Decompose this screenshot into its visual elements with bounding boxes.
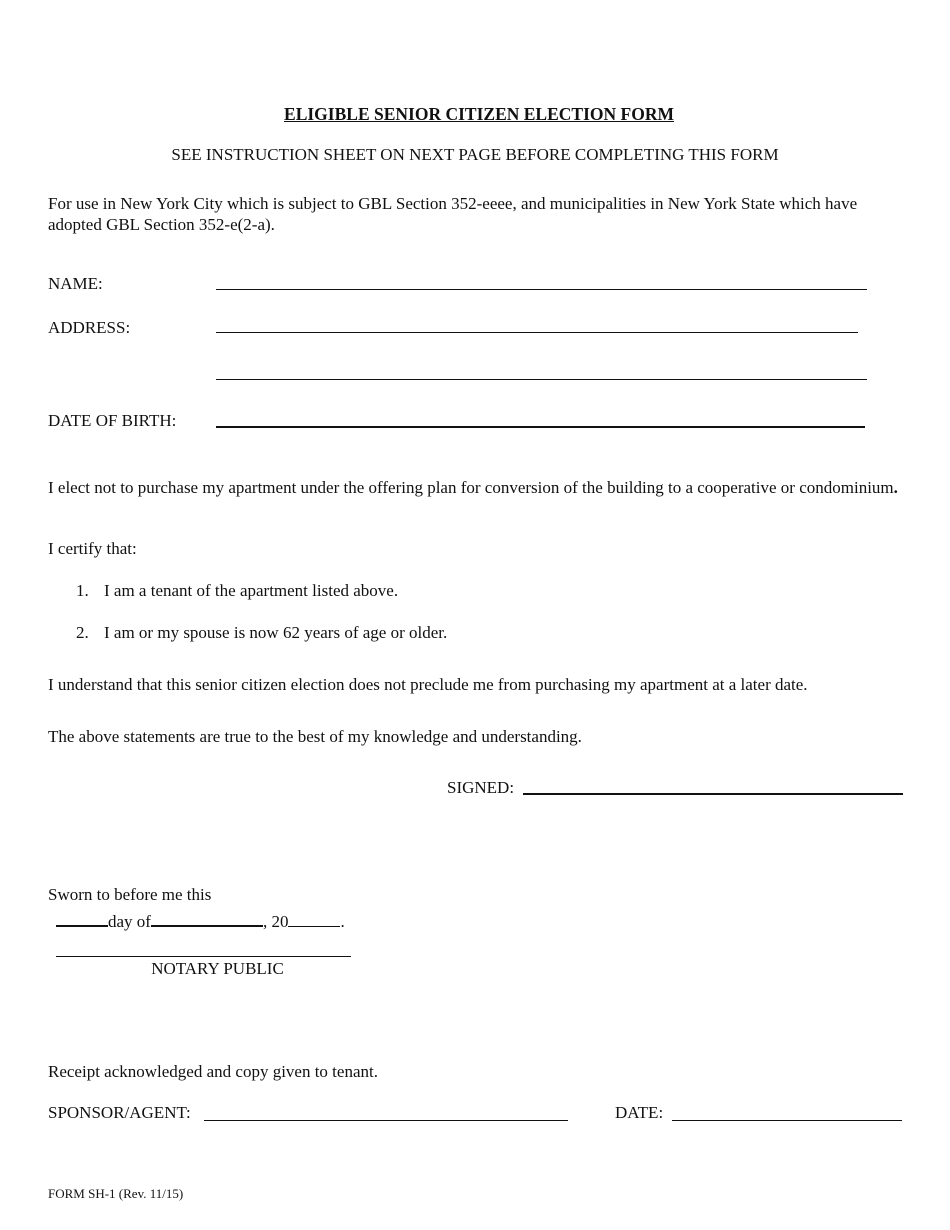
year-prefix-text: , 20 bbox=[262, 912, 289, 931]
sponsor-agent-label: SPONSOR/AGENT: bbox=[48, 1103, 191, 1122]
certify-intro: I certify that: bbox=[48, 539, 137, 558]
signature-field[interactable] bbox=[523, 793, 903, 795]
sponsor-agent-field[interactable] bbox=[204, 1120, 568, 1121]
form-title: ELIGIBLE SENIOR CITIZEN ELECTION FORM bbox=[284, 104, 674, 124]
election-text: I elect not to purchase my apartment under the offering plan for conversion of the building to a cooperative or condominium bbox=[48, 478, 894, 497]
certification-number-2: 2. bbox=[76, 623, 89, 642]
sworn-text: Sworn to before me this bbox=[48, 885, 212, 904]
receipt-date-field[interactable] bbox=[672, 1120, 902, 1121]
election-paragraph bbox=[48, 477, 898, 498]
receipt-date-label: DATE: bbox=[615, 1103, 664, 1122]
signed-label: SIGNED: bbox=[447, 778, 515, 797]
notary-signature-field[interactable] bbox=[56, 956, 351, 957]
year-field[interactable] bbox=[288, 912, 340, 927]
certification-number-1: 1. bbox=[76, 581, 89, 600]
certification-text-1: I am a tenant of the apartment listed above. bbox=[104, 581, 399, 600]
day-field[interactable] bbox=[56, 911, 108, 927]
certification-text-2: I am or my spouse is now 62 years of age or older. bbox=[104, 623, 448, 642]
name-field[interactable] bbox=[216, 289, 867, 290]
day-of-text: day of bbox=[108, 912, 151, 931]
name-label: NAME: bbox=[48, 274, 103, 293]
month-field[interactable] bbox=[151, 911, 263, 927]
receipt-text: Receipt acknowledged and copy given to tenant. bbox=[48, 1062, 378, 1081]
notary-public-label: NOTARY PUBLIC bbox=[151, 959, 284, 978]
intro-paragraph: For use in New York City which is subject to GBL Section 352-eeee, and municipalities in New York State which have adopted GBL Section 352-e(2-a). bbox=[48, 194, 858, 234]
date-of-birth-label: DATE OF BIRTH: bbox=[48, 411, 177, 430]
address-field-line-2[interactable] bbox=[216, 379, 867, 380]
address-field-line-1[interactable] bbox=[216, 332, 858, 333]
election-period: . bbox=[893, 478, 898, 497]
understand-paragraph: I understand that this senior citizen election does not preclude me from purchasing my apartment at a later date. bbox=[48, 675, 808, 694]
statement-paragraph: The above statements are true to the best of my knowledge and understanding. bbox=[48, 727, 582, 746]
date-of-birth-field[interactable] bbox=[216, 426, 865, 428]
address-label: ADDRESS: bbox=[48, 318, 131, 337]
form-number-footer: FORM SH-1 (Rev. 11/15) bbox=[48, 1186, 184, 1201]
instruction-note: SEE INSTRUCTION SHEET ON NEXT PAGE BEFORE COMPLETING THIS FORM bbox=[171, 145, 779, 164]
sworn-date-row bbox=[56, 911, 345, 932]
year-suffix-text: . bbox=[340, 912, 345, 931]
